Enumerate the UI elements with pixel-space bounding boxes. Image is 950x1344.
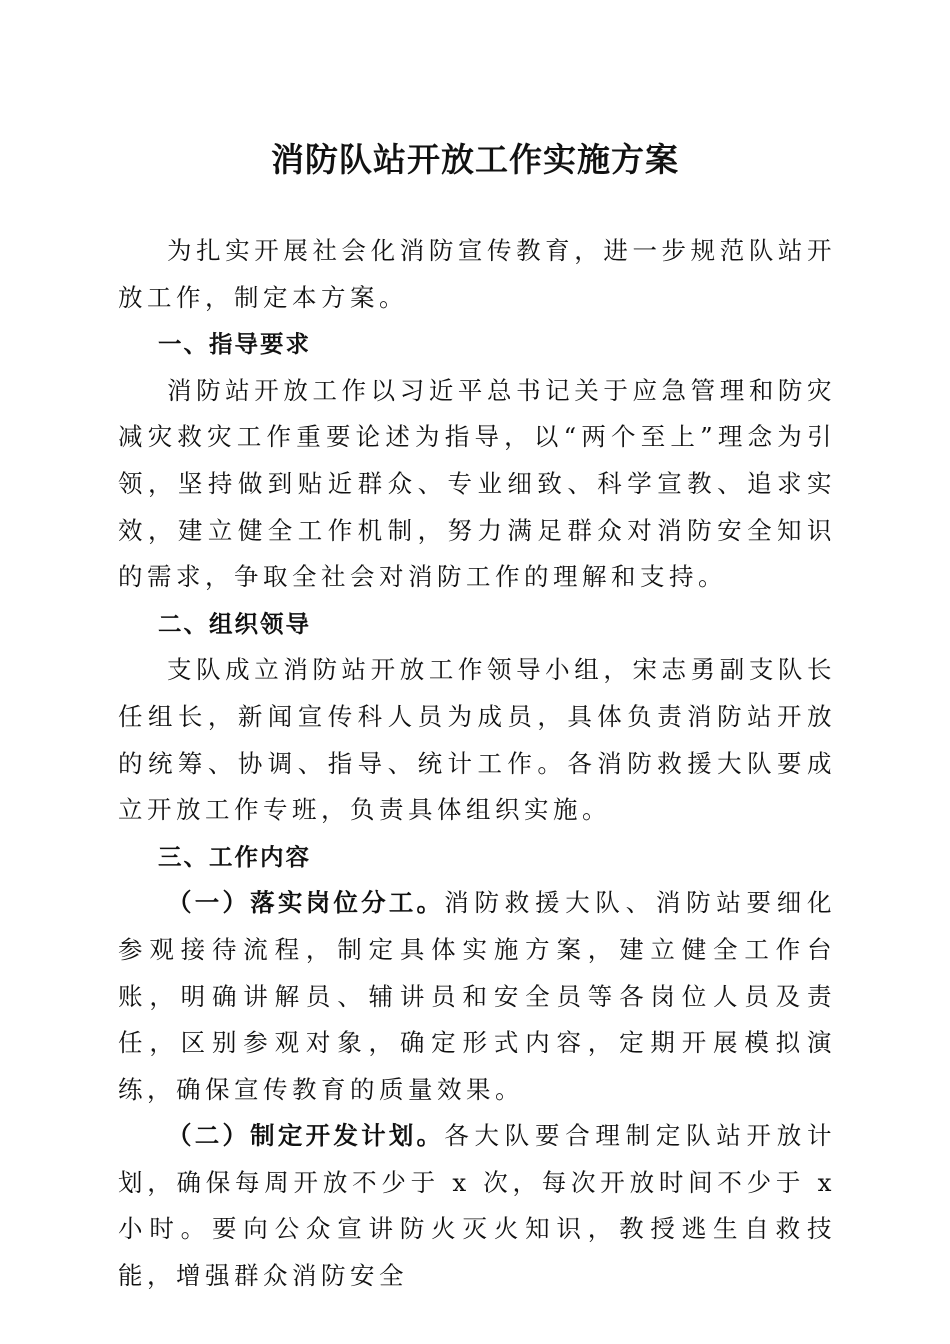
document-body bbox=[118, 228, 836, 1300]
section-heading-work-content: 三、工作内容 bbox=[158, 842, 311, 871]
work-item-1-label: （一）落实岗位分工。 bbox=[167, 888, 445, 918]
section-heading-guidance: 一、指导要求 bbox=[158, 330, 311, 359]
work-item-2-text: 各大队要合理制定队站开放计划，确保每周开放不少于 x 次，每次开放时间不少于 x 小时。要向公众宣讲防火灭火知识，教授逃生自救技能，增强群众消防安全 bbox=[118, 1121, 837, 1291]
work-item-2-label: （二）制定开发计划。 bbox=[167, 1121, 445, 1151]
work-item-2 bbox=[118, 1113, 836, 1299]
intro-paragraph: 为扎实开展社会化消防宣传教育，进一步规范队站开放工作，制定本方案。 bbox=[118, 236, 836, 312]
work-item-1 bbox=[118, 880, 836, 1113]
section-paragraph-guidance: 消防站开放工作以习近平总书记关于应急管理和防灾减灾救灾工作重要论述为指导，以“两个至上”理念为引领，坚持做到贴近群众、专业细致、科学宣教、追求实效，建立健全工作机制，努力满足群众对消防安全知识的需求，争取全社会对消防工作的理解和支持。 bbox=[118, 375, 836, 592]
section-paragraph-organization: 支队成立消防站开放工作领导小组，宋志勇副支队长任组长，新闻宣传科人员为成员，具体负责消防站开放的统筹、协调、指导、统计工作。各消防救援大队要成立开放工作专班，负责具体组织实施。 bbox=[118, 655, 836, 825]
work-item-1-text: 消防救援大队、消防站要细化参观接待流程，制定具体实施方案，建立健全工作台账，明确讲解员、辅讲员和安全员等各岗位人员及责任，区别参观对象，确定形式内容，定期开展模拟演练，确保宣传教育的质量效果。 bbox=[118, 888, 837, 1104]
section-heading-organization: 二、组织领导 bbox=[158, 609, 311, 638]
document-title: 消防队站开放工作实施方案 bbox=[271, 140, 679, 179]
